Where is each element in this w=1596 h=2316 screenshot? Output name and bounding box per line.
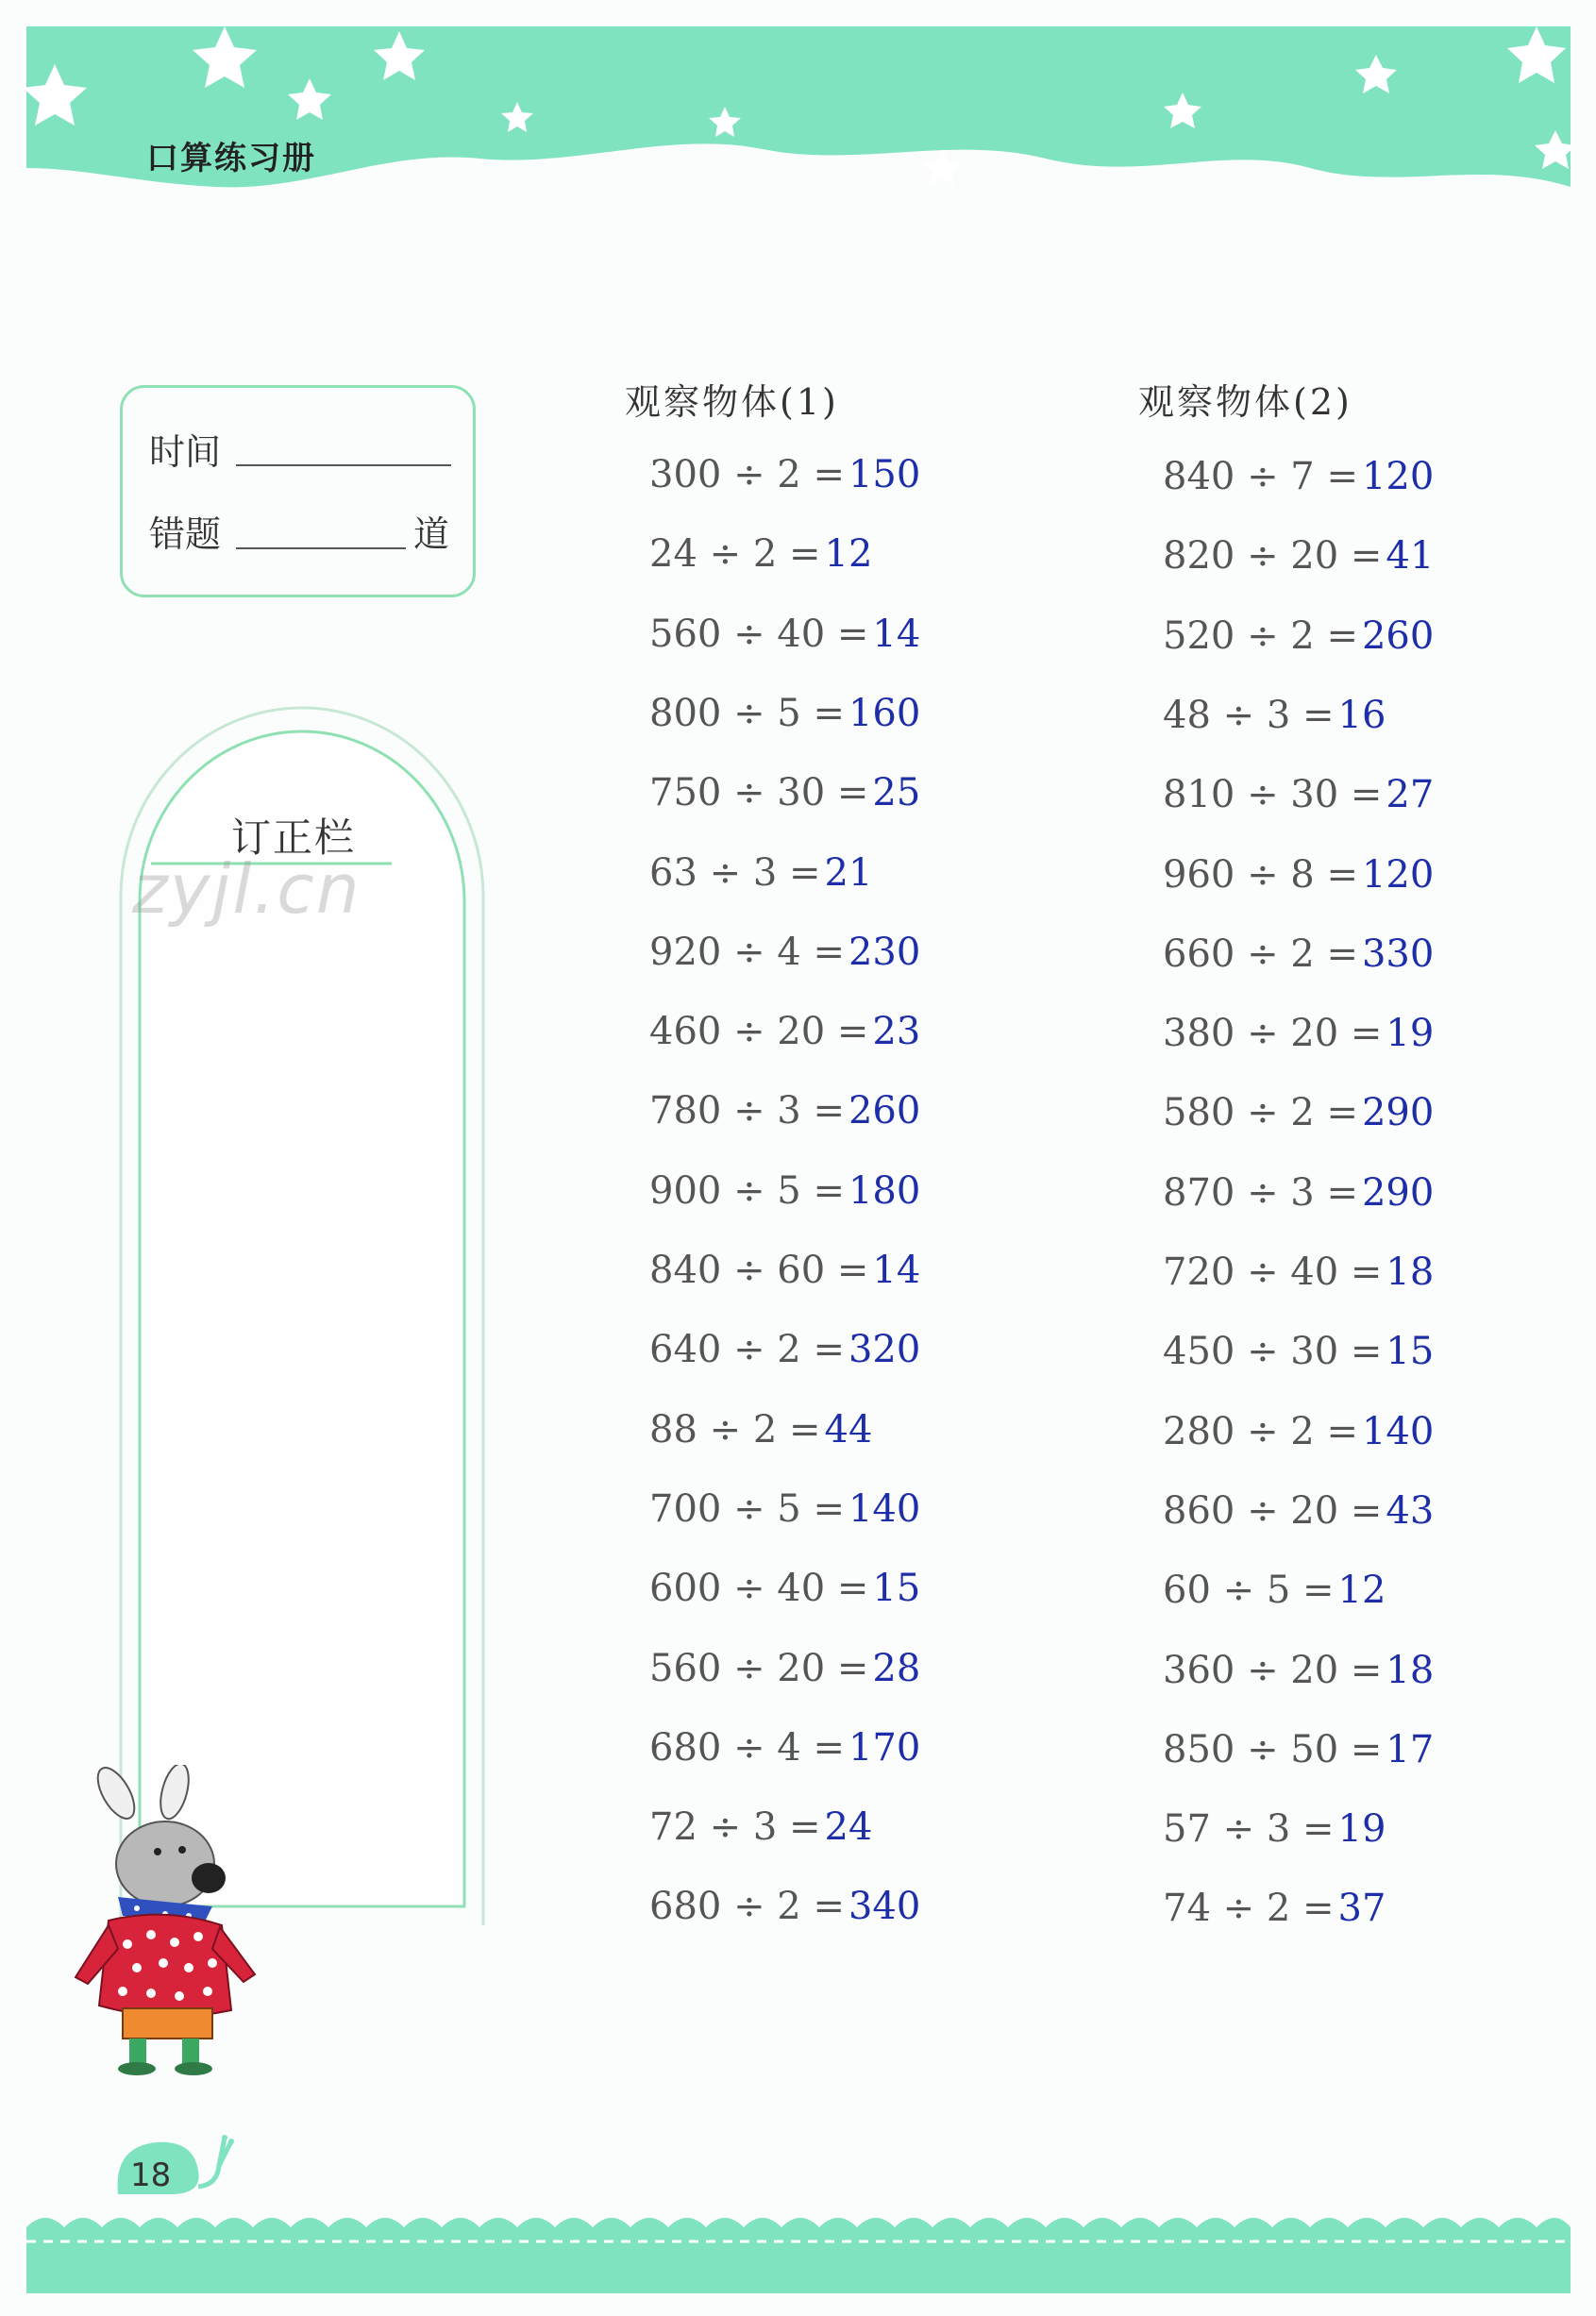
- equation-answer: 170: [848, 1726, 921, 1770]
- equation-answer: 160: [848, 692, 921, 735]
- equation-question: 72 ÷ 3 =: [649, 1805, 821, 1849]
- equation-answer: 37: [1337, 1887, 1386, 1930]
- equation-answer: 15: [1386, 1330, 1435, 1373]
- equation-row: [649, 851, 872, 895]
- equation-row: [1163, 1887, 1386, 1930]
- equation-answer: 18: [1386, 1250, 1435, 1294]
- equation-answer: 41: [1386, 534, 1435, 578]
- equation-row: [649, 1010, 920, 1053]
- equation-question: 63 ÷ 3 =: [649, 851, 821, 895]
- equation-question: 900 ÷ 5 =: [649, 1169, 845, 1213]
- time-label: 时间: [149, 431, 222, 473]
- equation-answer: 27: [1386, 773, 1435, 816]
- equation-answer: 16: [1337, 694, 1386, 737]
- equation-row: [649, 931, 920, 974]
- header-band: [26, 26, 1571, 206]
- equation-row: [649, 1249, 920, 1292]
- equation-answer: 21: [824, 851, 873, 895]
- equation-row: [649, 613, 920, 656]
- equation-row: [649, 1885, 920, 1928]
- equation-row: [649, 1726, 920, 1770]
- equation-row: [649, 1487, 920, 1531]
- equation-answer: 150: [848, 453, 921, 496]
- equation-answer: 43: [1386, 1489, 1435, 1533]
- equation-answer: 23: [872, 1010, 921, 1053]
- equation-row: [649, 1089, 920, 1133]
- equation-row: [649, 771, 920, 814]
- equation-row: [1163, 1250, 1434, 1294]
- rabbit-illustration: [71, 1765, 288, 2076]
- equation-question: 360 ÷ 20 =: [1163, 1649, 1383, 1692]
- equation-question: 720 ÷ 40 =: [1163, 1250, 1383, 1294]
- section-title: 观察物体(1): [625, 381, 839, 423]
- equation-answer: 230: [848, 931, 921, 974]
- equation-question: 920 ÷ 4 =: [649, 931, 845, 974]
- equation-question: 700 ÷ 5 =: [649, 1487, 845, 1531]
- equation-row: [649, 1647, 920, 1690]
- equation-answer: 290: [1361, 1171, 1435, 1215]
- footer-band: [26, 2199, 1571, 2293]
- equation-answer: 260: [1361, 614, 1435, 658]
- equation-question: 680 ÷ 2 =: [649, 1885, 845, 1928]
- equation-answer: 17: [1386, 1728, 1435, 1771]
- equation-row: [1163, 1489, 1434, 1533]
- equation-answer: 260: [848, 1089, 921, 1133]
- equation-question: 450 ÷ 30 =: [1163, 1330, 1383, 1373]
- equation-row: [649, 692, 920, 735]
- equation-row: [649, 1805, 872, 1849]
- record-box: [120, 385, 476, 597]
- equation-question: 960 ÷ 8 =: [1163, 853, 1358, 897]
- equation-answer: 28: [872, 1647, 921, 1690]
- equation-question: 600 ÷ 40 =: [649, 1567, 869, 1610]
- equation-answer: 180: [848, 1169, 921, 1213]
- equation-question: 300 ÷ 2 =: [649, 453, 845, 496]
- equation-row: [1163, 1569, 1386, 1612]
- equation-row: [649, 1328, 920, 1371]
- equation-row: [1163, 932, 1434, 976]
- equation-answer: 19: [1337, 1807, 1386, 1851]
- equation-question: 74 ÷ 2 =: [1163, 1887, 1335, 1930]
- equation-question: 680 ÷ 4 =: [649, 1726, 845, 1770]
- equation-answer: 12: [1337, 1569, 1386, 1612]
- equation-row: [1163, 1091, 1434, 1134]
- equation-answer: 140: [1361, 1410, 1435, 1453]
- equation-row: [1163, 1649, 1434, 1692]
- time-blank: [236, 464, 451, 466]
- page-number: 18: [130, 2157, 172, 2194]
- equation-question: 840 ÷ 60 =: [649, 1249, 869, 1292]
- equation-answer: 18: [1386, 1649, 1435, 1692]
- equation-question: 800 ÷ 5 =: [649, 692, 845, 735]
- equation-answer: 24: [824, 1805, 873, 1849]
- equation-row: [649, 453, 920, 496]
- equation-question: 60 ÷ 5 =: [1163, 1569, 1335, 1612]
- equation-answer: 290: [1361, 1091, 1435, 1134]
- errors-label: 错题: [149, 513, 222, 555]
- equation-question: 580 ÷ 2 =: [1163, 1091, 1358, 1134]
- errors-blank: [236, 547, 406, 549]
- equation-question: 660 ÷ 2 =: [1163, 932, 1358, 976]
- equation-question: 780 ÷ 3 =: [649, 1089, 845, 1133]
- equation-question: 280 ÷ 2 =: [1163, 1410, 1358, 1453]
- equation-row: [649, 1567, 920, 1610]
- watermark: zyjl.cn: [132, 849, 361, 929]
- equation-question: 640 ÷ 2 =: [649, 1328, 845, 1371]
- equation-question: 57 ÷ 3 =: [1163, 1807, 1335, 1851]
- equation-row: [1163, 455, 1434, 498]
- equation-answer: 25: [872, 771, 921, 814]
- equation-row: [1163, 1807, 1386, 1851]
- equation-row: [649, 532, 872, 576]
- equation-question: 820 ÷ 20 =: [1163, 534, 1383, 578]
- equation-row: [1163, 1728, 1434, 1771]
- equation-answer: 140: [848, 1487, 921, 1531]
- equation-question: 88 ÷ 2 =: [649, 1408, 821, 1452]
- equation-question: 380 ÷ 20 =: [1163, 1012, 1383, 1055]
- equation-question: 560 ÷ 40 =: [649, 613, 869, 656]
- equation-answer: 340: [848, 1885, 921, 1928]
- equation-answer: 320: [848, 1328, 921, 1371]
- equation-answer: 44: [824, 1408, 873, 1452]
- equation-row: [1163, 534, 1434, 578]
- equation-answer: 19: [1386, 1012, 1435, 1055]
- equation-question: 520 ÷ 2 =: [1163, 614, 1358, 658]
- book-title: 口算练习册: [146, 140, 316, 177]
- equation-question: 750 ÷ 30 =: [649, 771, 869, 814]
- equation-row: [1163, 694, 1386, 737]
- equation-answer: 12: [824, 532, 873, 576]
- equation-answer: 120: [1361, 853, 1435, 897]
- equation-row: [1163, 1330, 1434, 1373]
- equation-row: [1163, 1012, 1434, 1055]
- equation-question: 460 ÷ 20 =: [649, 1010, 869, 1053]
- section-title: 观察物体(2): [1138, 381, 1352, 423]
- equation-row: [1163, 773, 1434, 816]
- equation-question: 840 ÷ 7 =: [1163, 455, 1358, 498]
- equation-row: [1163, 1410, 1434, 1453]
- equation-answer: 14: [872, 613, 921, 656]
- equation-row: [649, 1169, 920, 1213]
- equation-answer: 120: [1361, 455, 1435, 498]
- equation-row: [1163, 853, 1434, 897]
- equation-answer: 15: [872, 1567, 921, 1610]
- equation-row: [1163, 1171, 1434, 1215]
- equation-question: 870 ÷ 3 =: [1163, 1171, 1358, 1215]
- equation-row: [1163, 614, 1434, 658]
- equation-question: 850 ÷ 50 =: [1163, 1728, 1383, 1771]
- equation-row: [649, 1408, 872, 1452]
- equation-answer: 330: [1361, 932, 1435, 976]
- equation-answer: 14: [872, 1249, 921, 1292]
- equation-question: 560 ÷ 20 =: [649, 1647, 869, 1690]
- equation-question: 810 ÷ 30 =: [1163, 773, 1383, 816]
- equation-question: 860 ÷ 20 =: [1163, 1489, 1383, 1533]
- equation-question: 48 ÷ 3 =: [1163, 694, 1335, 737]
- errors-unit: 道: [413, 513, 450, 555]
- correction-title: 订正栏: [231, 814, 357, 861]
- equation-question: 24 ÷ 2 =: [649, 532, 821, 576]
